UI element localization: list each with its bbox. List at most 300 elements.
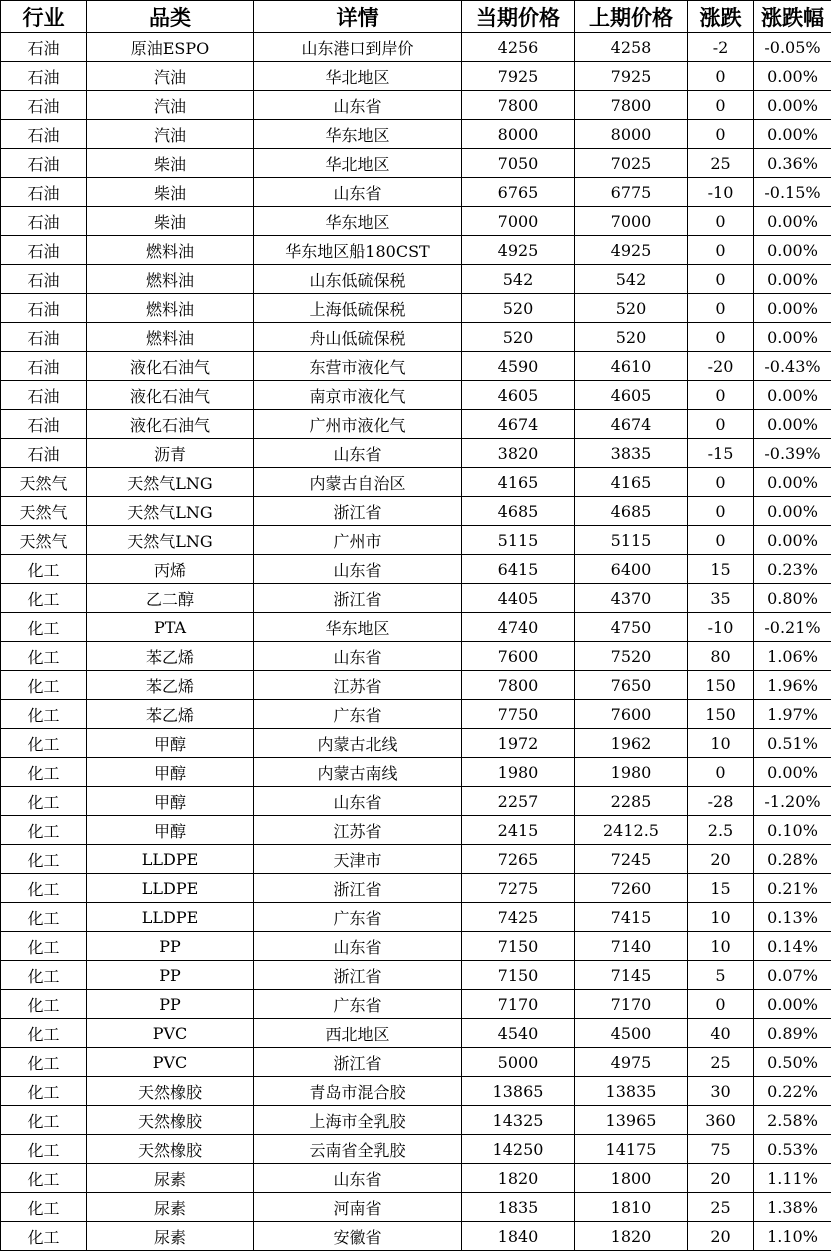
cell-change-pct: 0.00%: [754, 497, 831, 526]
table-row: [1, 410, 831, 439]
table-row: [1, 729, 831, 758]
cell-change: 80: [688, 642, 754, 671]
cell-category: 天然气LNG: [87, 468, 254, 497]
cell-detail: 西北地区: [254, 1019, 462, 1048]
cell-category: 甲醇: [87, 758, 254, 787]
cell-category: 燃料油: [87, 236, 254, 265]
cell-category: 燃料油: [87, 265, 254, 294]
cell-industry: 天然气: [1, 468, 87, 497]
cell-change-pct: 0.28%: [754, 845, 831, 874]
table-row: [1, 642, 831, 671]
cell-previous-price: 4975: [575, 1048, 688, 1077]
cell-detail: 青岛市混合胶: [254, 1077, 462, 1106]
cell-change: 25: [688, 1193, 754, 1222]
cell-detail: 山东省: [254, 642, 462, 671]
cell-change-pct: 0.00%: [754, 265, 831, 294]
cell-detail: 东营市液化气: [254, 352, 462, 381]
cell-current-price: 7750: [462, 700, 575, 729]
cell-previous-price: 4500: [575, 1019, 688, 1048]
table-row: [1, 903, 831, 932]
cell-category: 原油ESPO: [87, 33, 254, 62]
cell-current-price: 6415: [462, 555, 575, 584]
cell-current-price: 1980: [462, 758, 575, 787]
cell-detail: 华东地区: [254, 613, 462, 642]
cell-previous-price: 6400: [575, 555, 688, 584]
cell-change-pct: 0.00%: [754, 62, 831, 91]
cell-detail: 山东省: [254, 439, 462, 468]
cell-change: 0: [688, 62, 754, 91]
cell-previous-price: 7925: [575, 62, 688, 91]
cell-industry: 化工: [1, 1222, 87, 1251]
cell-change: 40: [688, 1019, 754, 1048]
cell-previous-price: 14175: [575, 1135, 688, 1164]
cell-previous-price: 7600: [575, 700, 688, 729]
cell-category: 汽油: [87, 62, 254, 91]
cell-industry: 化工: [1, 1048, 87, 1077]
cell-detail: 江苏省: [254, 671, 462, 700]
cell-current-price: 520: [462, 294, 575, 323]
cell-detail: 广东省: [254, 990, 462, 1019]
cell-category: 液化石油气: [87, 352, 254, 381]
cell-change-pct: 0.00%: [754, 468, 831, 497]
cell-current-price: 7800: [462, 91, 575, 120]
cell-category: 液化石油气: [87, 381, 254, 410]
cell-change: 0: [688, 323, 754, 352]
cell-previous-price: 1820: [575, 1222, 688, 1251]
table-row: [1, 555, 831, 584]
cell-category: 天然橡胶: [87, 1135, 254, 1164]
cell-detail: 天津市: [254, 845, 462, 874]
cell-current-price: 4605: [462, 381, 575, 410]
cell-current-price: 6765: [462, 178, 575, 207]
cell-change-pct: 0.00%: [754, 526, 831, 555]
cell-industry: 石油: [1, 323, 87, 352]
cell-category: 天然橡胶: [87, 1106, 254, 1135]
cell-change-pct: 0.10%: [754, 816, 831, 845]
cell-previous-price: 7800: [575, 91, 688, 120]
table-row: [1, 352, 831, 381]
cell-detail: 山东省: [254, 1164, 462, 1193]
cell-change-pct: 0.00%: [754, 410, 831, 439]
cell-change-pct: 0.00%: [754, 294, 831, 323]
cell-industry: 石油: [1, 120, 87, 149]
cell-current-price: 1972: [462, 729, 575, 758]
table-row: [1, 758, 831, 787]
cell-change: 10: [688, 903, 754, 932]
cell-detail: 云南省全乳胶: [254, 1135, 462, 1164]
cell-current-price: 5115: [462, 526, 575, 555]
cell-industry: 石油: [1, 352, 87, 381]
cell-industry: 石油: [1, 381, 87, 410]
cell-industry: 化工: [1, 816, 87, 845]
cell-change-pct: 1.97%: [754, 700, 831, 729]
cell-current-price: 520: [462, 323, 575, 352]
cell-change: -15: [688, 439, 754, 468]
cell-industry: 化工: [1, 961, 87, 990]
cell-previous-price: 2412.5: [575, 816, 688, 845]
cell-detail: 山东低硫保税: [254, 265, 462, 294]
table-row: [1, 613, 831, 642]
cell-change: 10: [688, 729, 754, 758]
cell-change: 0: [688, 410, 754, 439]
table-row: [1, 1135, 831, 1164]
cell-current-price: 7925: [462, 62, 575, 91]
cell-current-price: 4165: [462, 468, 575, 497]
cell-current-price: 1835: [462, 1193, 575, 1222]
cell-change: 2.5: [688, 816, 754, 845]
cell-change-pct: -0.39%: [754, 439, 831, 468]
cell-change: -20: [688, 352, 754, 381]
table-row: [1, 671, 831, 700]
cell-change-pct: 0.22%: [754, 1077, 831, 1106]
table-header: [1, 1, 831, 33]
header-change: 涨跌: [688, 1, 754, 33]
cell-current-price: 14325: [462, 1106, 575, 1135]
cell-change-pct: 1.06%: [754, 642, 831, 671]
cell-change-pct: 0.00%: [754, 381, 831, 410]
cell-category: 苯乙烯: [87, 642, 254, 671]
cell-category: 甲醇: [87, 816, 254, 845]
table-row: [1, 178, 831, 207]
cell-category: PP: [87, 932, 254, 961]
cell-detail: 山东省: [254, 178, 462, 207]
table-body: [1, 33, 831, 1251]
header-current-price: 当期价格: [462, 1, 575, 33]
cell-detail: 华北地区: [254, 149, 462, 178]
table-row: [1, 1164, 831, 1193]
cell-current-price: 4740: [462, 613, 575, 642]
cell-industry: 石油: [1, 294, 87, 323]
cell-previous-price: 4165: [575, 468, 688, 497]
cell-previous-price: 4610: [575, 352, 688, 381]
cell-change-pct: 1.10%: [754, 1222, 831, 1251]
cell-detail: 浙江省: [254, 961, 462, 990]
cell-industry: 化工: [1, 903, 87, 932]
cell-current-price: 1840: [462, 1222, 575, 1251]
cell-current-price: 7800: [462, 671, 575, 700]
cell-industry: 化工: [1, 555, 87, 584]
cell-change: -10: [688, 178, 754, 207]
table-row: [1, 932, 831, 961]
cell-detail: 上海低硫保税: [254, 294, 462, 323]
cell-detail: 山东省: [254, 91, 462, 120]
table-row: [1, 961, 831, 990]
cell-previous-price: 7145: [575, 961, 688, 990]
cell-category: 沥青: [87, 439, 254, 468]
cell-current-price: 7150: [462, 932, 575, 961]
cell-current-price: 3820: [462, 439, 575, 468]
cell-current-price: 4674: [462, 410, 575, 439]
cell-industry: 石油: [1, 236, 87, 265]
cell-current-price: 4256: [462, 33, 575, 62]
cell-category: 苯乙烯: [87, 700, 254, 729]
cell-industry: 石油: [1, 265, 87, 294]
cell-detail: 内蒙古南线: [254, 758, 462, 787]
table-row: [1, 845, 831, 874]
cell-previous-price: 7245: [575, 845, 688, 874]
cell-previous-price: 13835: [575, 1077, 688, 1106]
cell-detail: 华北地区: [254, 62, 462, 91]
cell-detail: 浙江省: [254, 1048, 462, 1077]
cell-current-price: 2257: [462, 787, 575, 816]
cell-industry: 化工: [1, 700, 87, 729]
cell-change: 0: [688, 468, 754, 497]
table-row: [1, 1077, 831, 1106]
table-row: [1, 990, 831, 1019]
cell-change: 20: [688, 1164, 754, 1193]
cell-category: 尿素: [87, 1193, 254, 1222]
cell-previous-price: 5115: [575, 526, 688, 555]
cell-previous-price: 7415: [575, 903, 688, 932]
cell-change: 75: [688, 1135, 754, 1164]
cell-change: 20: [688, 845, 754, 874]
table-row: [1, 236, 831, 265]
table-row: [1, 33, 831, 62]
cell-category: 柴油: [87, 178, 254, 207]
cell-previous-price: 8000: [575, 120, 688, 149]
cell-industry: 石油: [1, 410, 87, 439]
cell-change: 15: [688, 555, 754, 584]
cell-change-pct: 0.50%: [754, 1048, 831, 1077]
cell-previous-price: 2285: [575, 787, 688, 816]
cell-industry: 化工: [1, 1077, 87, 1106]
cell-current-price: 542: [462, 265, 575, 294]
cell-category: PP: [87, 990, 254, 1019]
cell-industry: 化工: [1, 758, 87, 787]
table-row: [1, 149, 831, 178]
cell-current-price: 7150: [462, 961, 575, 990]
cell-previous-price: 7025: [575, 149, 688, 178]
cell-change-pct: -0.21%: [754, 613, 831, 642]
cell-change-pct: 0.13%: [754, 903, 831, 932]
cell-change-pct: -0.15%: [754, 178, 831, 207]
header-category: 品类: [87, 1, 254, 33]
cell-industry: 化工: [1, 1164, 87, 1193]
cell-detail: 南京市液化气: [254, 381, 462, 410]
cell-industry: 石油: [1, 149, 87, 178]
cell-change-pct: 0.51%: [754, 729, 831, 758]
cell-industry: 化工: [1, 1135, 87, 1164]
cell-detail: 浙江省: [254, 874, 462, 903]
cell-change-pct: 0.53%: [754, 1135, 831, 1164]
cell-category: PTA: [87, 613, 254, 642]
cell-category: 汽油: [87, 120, 254, 149]
cell-change: 35: [688, 584, 754, 613]
cell-detail: 广州市液化气: [254, 410, 462, 439]
cell-change-pct: 0.00%: [754, 236, 831, 265]
cell-detail: 山东省: [254, 555, 462, 584]
cell-industry: 化工: [1, 1193, 87, 1222]
cell-change: 25: [688, 1048, 754, 1077]
cell-previous-price: 7650: [575, 671, 688, 700]
cell-previous-price: 7140: [575, 932, 688, 961]
cell-detail: 舟山低硫保税: [254, 323, 462, 352]
cell-previous-price: 7260: [575, 874, 688, 903]
cell-change: 150: [688, 671, 754, 700]
cell-current-price: 2415: [462, 816, 575, 845]
cell-industry: 化工: [1, 671, 87, 700]
cell-change-pct: 0.00%: [754, 207, 831, 236]
table-row: [1, 91, 831, 120]
cell-change-pct: 0.00%: [754, 990, 831, 1019]
cell-previous-price: 7170: [575, 990, 688, 1019]
table-row: [1, 584, 831, 613]
table-row: [1, 874, 831, 903]
table-row: [1, 381, 831, 410]
cell-industry: 化工: [1, 729, 87, 758]
cell-change: 0: [688, 265, 754, 294]
cell-change: -28: [688, 787, 754, 816]
cell-industry: 化工: [1, 787, 87, 816]
cell-previous-price: 4685: [575, 497, 688, 526]
cell-change: 5: [688, 961, 754, 990]
cell-category: 天然气LNG: [87, 497, 254, 526]
cell-industry: 石油: [1, 439, 87, 468]
cell-category: 苯乙烯: [87, 671, 254, 700]
cell-current-price: 4540: [462, 1019, 575, 1048]
cell-category: 柴油: [87, 207, 254, 236]
cell-change: 20: [688, 1222, 754, 1251]
table-row: [1, 265, 831, 294]
cell-current-price: 5000: [462, 1048, 575, 1077]
cell-detail: 山东港口到岸价: [254, 33, 462, 62]
cell-detail: 华东地区: [254, 207, 462, 236]
cell-change: 0: [688, 294, 754, 323]
cell-detail: 河南省: [254, 1193, 462, 1222]
cell-detail: 上海市全乳胶: [254, 1106, 462, 1135]
cell-change-pct: 0.36%: [754, 149, 831, 178]
cell-change-pct: 1.11%: [754, 1164, 831, 1193]
cell-change: 0: [688, 91, 754, 120]
cell-industry: 化工: [1, 584, 87, 613]
cell-change: 30: [688, 1077, 754, 1106]
cell-change-pct: 0.89%: [754, 1019, 831, 1048]
cell-detail: 广东省: [254, 903, 462, 932]
table-row: [1, 1048, 831, 1077]
cell-detail: 山东省: [254, 787, 462, 816]
cell-change: 10: [688, 932, 754, 961]
cell-current-price: 4925: [462, 236, 575, 265]
cell-previous-price: 4605: [575, 381, 688, 410]
cell-previous-price: 4370: [575, 584, 688, 613]
cell-industry: 石油: [1, 91, 87, 120]
table-row: [1, 1222, 831, 1251]
cell-category: 丙烯: [87, 555, 254, 584]
header-row: [1, 1, 831, 33]
cell-industry: 天然气: [1, 526, 87, 555]
cell-previous-price: 1980: [575, 758, 688, 787]
cell-previous-price: 6775: [575, 178, 688, 207]
cell-previous-price: 4925: [575, 236, 688, 265]
cell-current-price: 1820: [462, 1164, 575, 1193]
cell-current-price: 7275: [462, 874, 575, 903]
cell-detail: 浙江省: [254, 497, 462, 526]
cell-change: 0: [688, 381, 754, 410]
cell-previous-price: 13965: [575, 1106, 688, 1135]
table-row: [1, 1193, 831, 1222]
table-row: [1, 120, 831, 149]
cell-current-price: 7600: [462, 642, 575, 671]
cell-previous-price: 3835: [575, 439, 688, 468]
cell-category: LLDPE: [87, 903, 254, 932]
cell-current-price: 7425: [462, 903, 575, 932]
table-row: [1, 1106, 831, 1135]
cell-category: LLDPE: [87, 845, 254, 874]
cell-detail: 山东省: [254, 932, 462, 961]
cell-change: 15: [688, 874, 754, 903]
table-row: [1, 1019, 831, 1048]
cell-category: 天然气LNG: [87, 526, 254, 555]
cell-industry: 化工: [1, 613, 87, 642]
cell-change-pct: 0.23%: [754, 555, 831, 584]
cell-change-pct: 0.00%: [754, 323, 831, 352]
header-change-pct: 涨跌幅: [754, 1, 831, 33]
cell-change-pct: -0.43%: [754, 352, 831, 381]
cell-detail: 广州市: [254, 526, 462, 555]
cell-industry: 化工: [1, 642, 87, 671]
cell-current-price: 7000: [462, 207, 575, 236]
cell-change: 25: [688, 149, 754, 178]
cell-change-pct: 0.00%: [754, 120, 831, 149]
cell-industry: 天然气: [1, 497, 87, 526]
cell-previous-price: 4750: [575, 613, 688, 642]
cell-category: 甲醇: [87, 787, 254, 816]
cell-category: 汽油: [87, 91, 254, 120]
cell-current-price: 4405: [462, 584, 575, 613]
cell-change-pct: -0.05%: [754, 33, 831, 62]
cell-industry: 化工: [1, 1106, 87, 1135]
cell-change: -10: [688, 613, 754, 642]
cell-previous-price: 520: [575, 294, 688, 323]
cell-previous-price: 4258: [575, 33, 688, 62]
cell-change-pct: 0.14%: [754, 932, 831, 961]
cell-previous-price: 7520: [575, 642, 688, 671]
cell-change-pct: 2.58%: [754, 1106, 831, 1135]
cell-current-price: 7050: [462, 149, 575, 178]
cell-current-price: 4590: [462, 352, 575, 381]
cell-previous-price: 1800: [575, 1164, 688, 1193]
cell-change-pct: 1.96%: [754, 671, 831, 700]
cell-previous-price: 7000: [575, 207, 688, 236]
cell-industry: 石油: [1, 33, 87, 62]
cell-category: 甲醇: [87, 729, 254, 758]
cell-category: 燃料油: [87, 323, 254, 352]
cell-change-pct: 0.07%: [754, 961, 831, 990]
table-row: [1, 207, 831, 236]
cell-detail: 浙江省: [254, 584, 462, 613]
cell-industry: 化工: [1, 1019, 87, 1048]
cell-industry: 化工: [1, 845, 87, 874]
cell-change: 360: [688, 1106, 754, 1135]
cell-change: 0: [688, 990, 754, 1019]
cell-category: 液化石油气: [87, 410, 254, 439]
cell-detail: 安徽省: [254, 1222, 462, 1251]
cell-change: 0: [688, 526, 754, 555]
cell-change: 0: [688, 497, 754, 526]
cell-detail: 内蒙古北线: [254, 729, 462, 758]
cell-current-price: 8000: [462, 120, 575, 149]
cell-change: 0: [688, 236, 754, 265]
cell-change: 0: [688, 758, 754, 787]
cell-industry: 石油: [1, 62, 87, 91]
cell-change-pct: 0.80%: [754, 584, 831, 613]
cell-previous-price: 542: [575, 265, 688, 294]
table-row: [1, 787, 831, 816]
cell-industry: 化工: [1, 932, 87, 961]
table-row: [1, 816, 831, 845]
table-row: [1, 323, 831, 352]
cell-category: LLDPE: [87, 874, 254, 903]
